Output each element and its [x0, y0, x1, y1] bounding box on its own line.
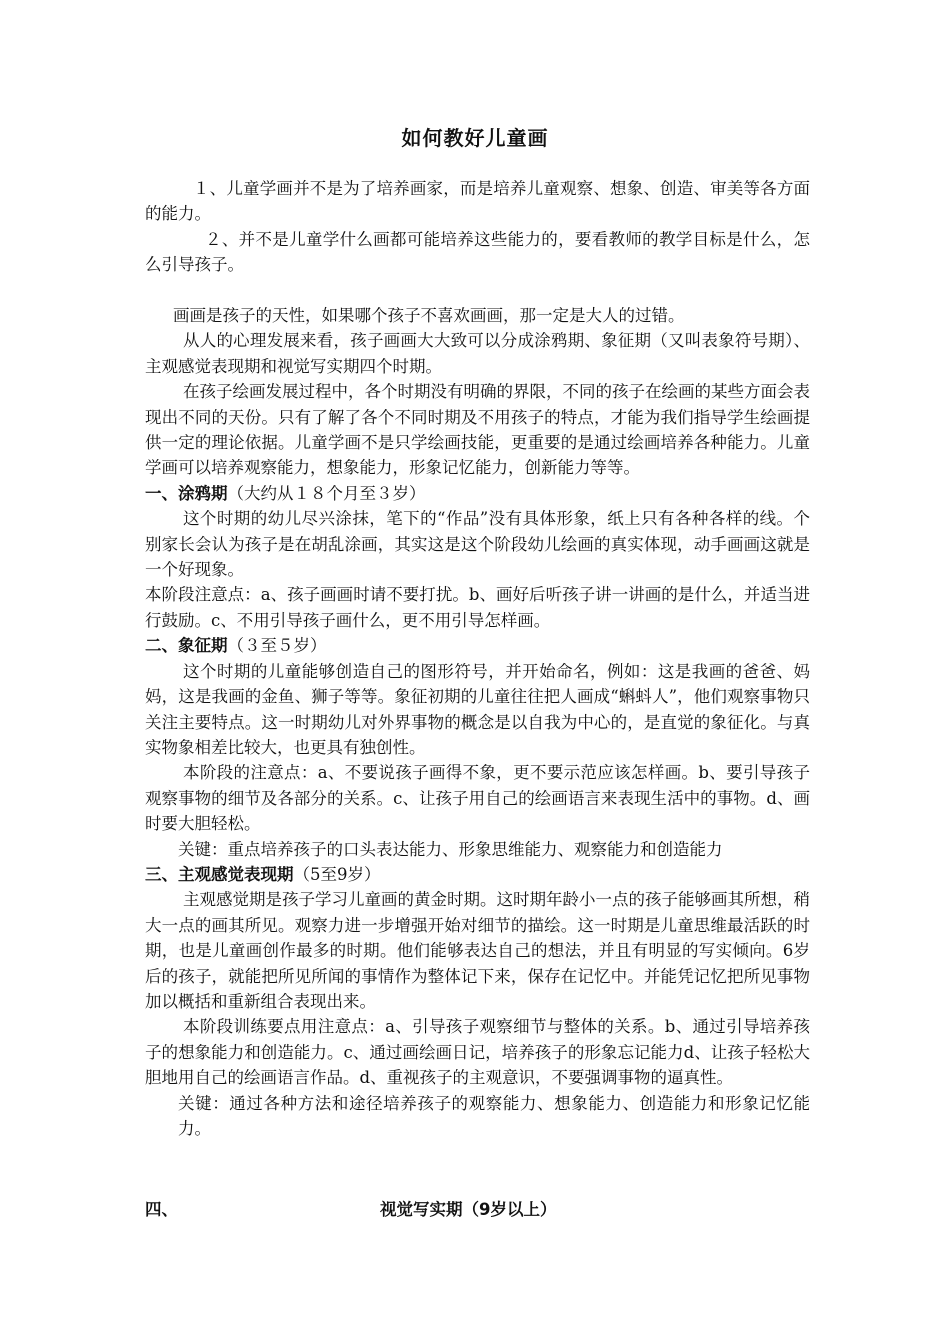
paragraph-stages: 从人的心理发展来看，孩子画画大大致可以分成涂鸦期、象征期（又叫表象符号期）、主观感觉表现期和视觉写实期四个时期。: [145, 331, 810, 376]
section-3-notes: 本阶段训练要点用注意点：a、引导孩子观察细节与整体的关系。b、通过引导培养孩子的想象能力和创造能力。c、通过画绘画日记，培养孩子的形象忘记能力d、让孩子轻松大胆地用自己的绘画语言作品。d、重视孩子的主观意识，不要强调事物的逼真性。: [145, 1017, 810, 1088]
section-3-heading: 三、主观感觉表现期: [145, 864, 294, 884]
document-body: [145, 176, 810, 1141]
section-4-heading: 视觉写实期（9岁以上）: [380, 1200, 557, 1219]
blank-line: [145, 278, 810, 303]
paragraph-development: 在孩子绘画发展过程中，各个时期没有明确的界限，不同的孩子在绘画的某些方面会表现出不同的天份。只有了解了各个不同时期及不用孩子的特点，才能为我们指导学生绘画提供一定的理论依据。儿童学画不是只学绘画技能，更重要的是通过绘画培养各种能力。儿童学画可以培养观察能力，想象能力，形象记忆能力，创新能力等等。: [145, 382, 810, 478]
section-2-heading-line: [145, 633, 810, 658]
section-1-range: （大约从１８个月至３岁）: [227, 483, 426, 503]
section-2-description: 这个时期的儿童能够创造自己的图形符号，并开始命名，例如：这是我画的爸爸、妈妈，这是我画的金鱼、狮子等等。象征初期的儿童往往把人画成“蝌蚪人”，他们观察事物只关注主要特点。这一时期幼儿对外界事物的概念是以自我为中心的，是直觉的象征化。与真实物象相差比较大，也更具有独创性。: [145, 661, 810, 757]
section-4-number: 四、: [145, 1200, 178, 1219]
paragraph-nature: 画画是孩子的天性，如果哪个孩子不喜欢画画，那一定是大人的过错。: [173, 306, 685, 326]
intro-paragraph-2: ２、并不是儿童学什么画都可能培养这些能力的，要看教师的教学目标是什么，怎么引导孩子。: [145, 229, 810, 275]
section-2-notes: 本阶段的注意点：a、不要说孩子画得不象，更不要示范应该怎样画。b、要引导孩子观察事物的细节及各部分的关系。c、让孩子用自己的绘画语言来表现生活中的事物。d、画时要大胆轻松。: [145, 763, 810, 834]
document-title: 如何教好儿童画: [401, 126, 549, 150]
section-2-heading: 二、象征期: [145, 636, 228, 656]
section-1-heading-line: [145, 481, 810, 506]
section-3-range: （5至9岁）: [293, 864, 381, 884]
section-1-heading: 一、涂鸦期: [145, 483, 228, 503]
section-3-heading-line: [145, 862, 810, 887]
intro-paragraph-1: １、儿童学画并不是为了培养画家，而是培养儿童观察、想象、创造、审美等各方面的能力。: [145, 179, 810, 224]
section-3-key: 关键：通过各种方法和途径培养孩子的观察能力、想象能力、创造能力和形象记忆能力。: [178, 1093, 810, 1139]
section-3-description: 主观感觉期是孩子学习儿童画的黄金时期。这时期年龄小一点的孩子能够画其所想，稍大一点的画其所见。观察力进一步增强开始对细节的描绘。这一时期是儿童思维最活跃的时期，也是儿童画创作最多的时期。他们能够表达自己的想法，并且有明显的写实倾向。6岁后的孩子，就能把所见所闻的事情作为整体记下来，保存在记忆中。并能凭记忆把所见事物加以概括和重新组合表现出来。: [145, 890, 810, 1011]
section-2-key: 关键：重点培养孩子的口头表达能力、形象思维能力、观察能力和创造能力: [178, 839, 723, 859]
section-1-notes: 本阶段注意点：a、孩子画画时请不要打扰。b、画好后听孩子讲一讲画的是什么，并适当进行鼓励。c、不用引导孩子画什么，更不用引导怎样画。: [145, 585, 810, 630]
section-2-range: （３至５岁）: [227, 636, 327, 656]
section-1-description: 这个时期的幼儿尽兴涂抹，笔下的“作品”没有具体形象，纸上只有各种各样的线。个别家长会认为孩子是在胡乱涂画，其实这是这个阶段幼儿绘画的真实体现，动手画画这就是一个好现象。: [145, 509, 810, 580]
